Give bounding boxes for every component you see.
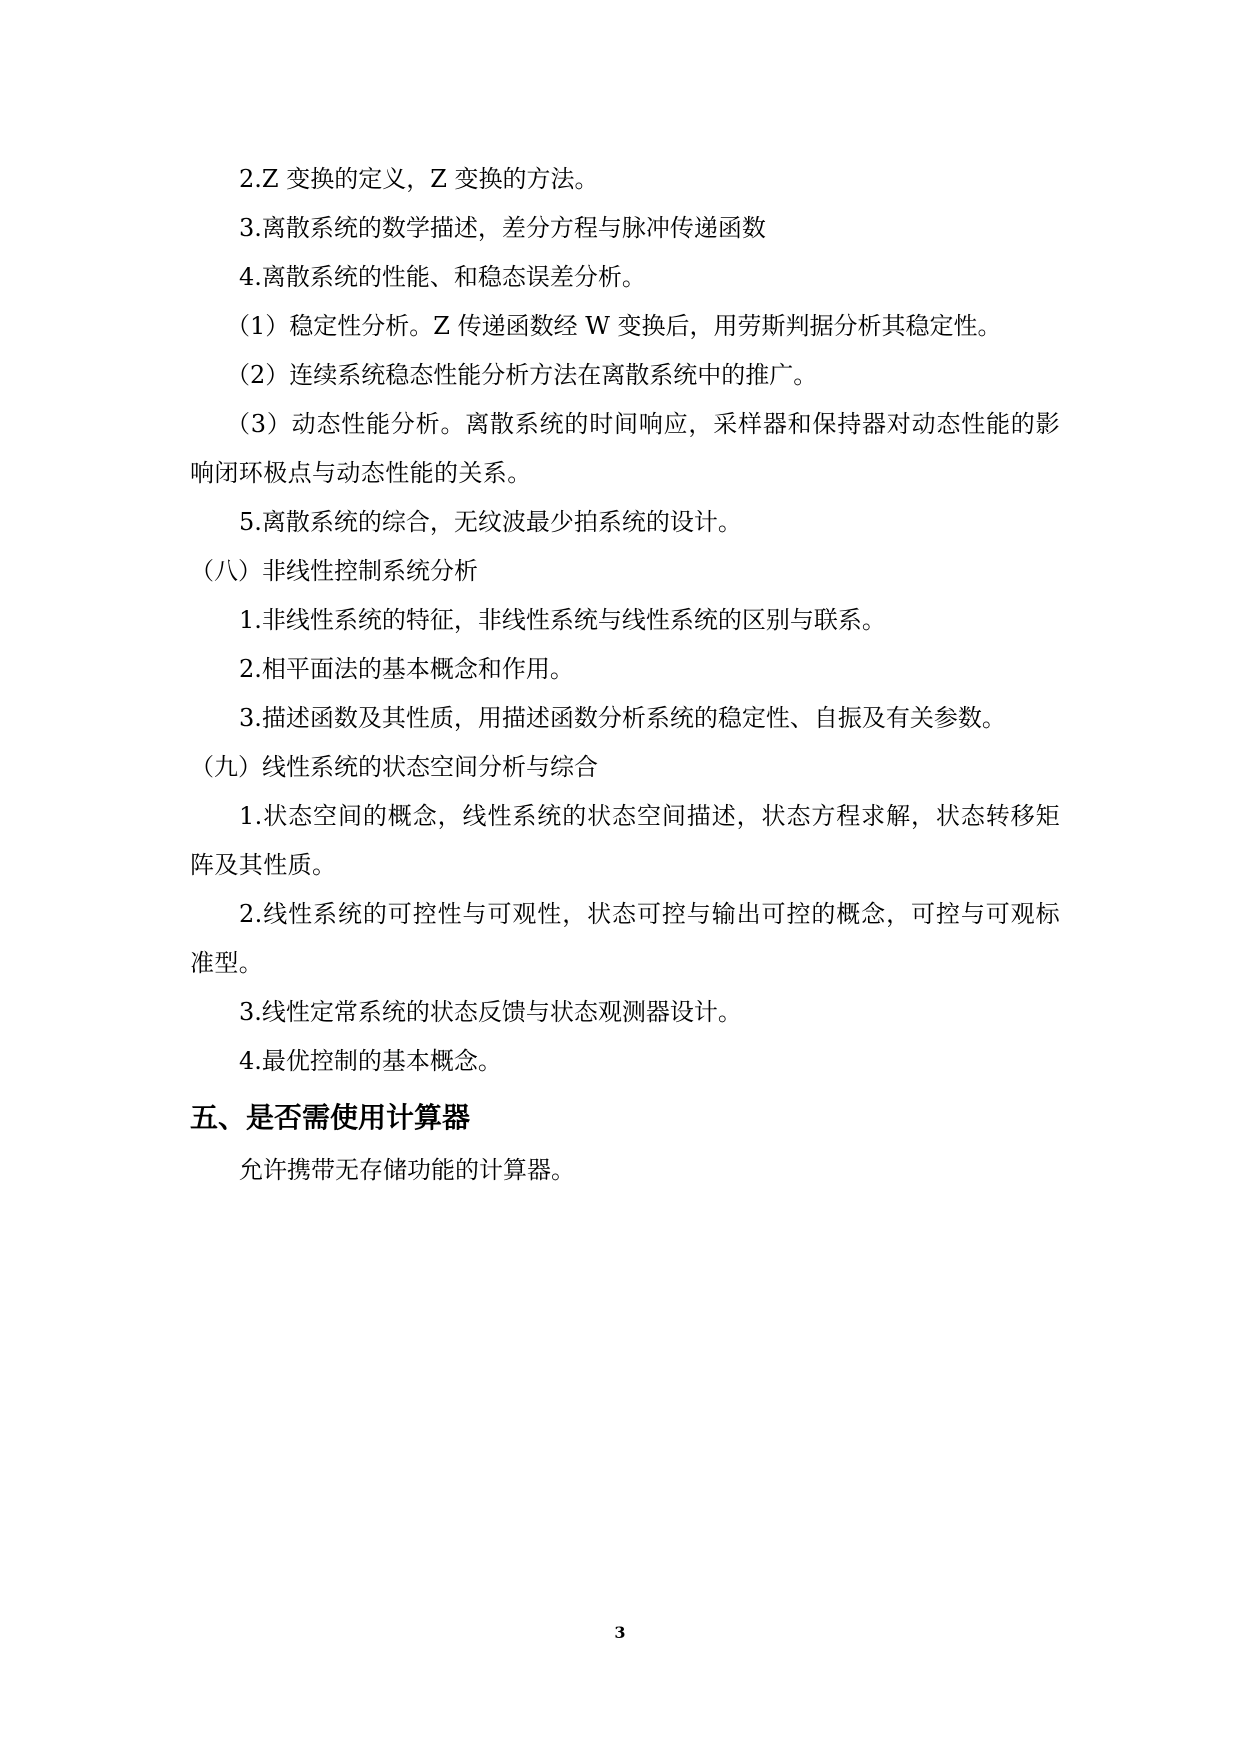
- discrete-description-item: 3.离散系统的数学描述，差分方程与脉冲传递函数: [239, 214, 766, 242]
- state-space-item: 1.状态空间的概念，线性系统的状态空间描述，状态方程求解，状态转移矩阵及其性质。: [190, 802, 1060, 879]
- discrete-performance-item: 4.离散系统的性能、和稳态误差分析。: [239, 263, 646, 291]
- controllability-item: 2.线性系统的可控性与可观性，状态可控与输出可控的概念，可控与可观标准型。: [190, 900, 1060, 977]
- steady-state-item: （2）连续系统稳态性能分析方法在离散系统中的推广。: [226, 361, 818, 389]
- section-5-heading: 五、是否需使用计算器: [190, 1101, 471, 1134]
- z-transform-item: 2.Z 变换的定义，Z 变换的方法。: [239, 165, 599, 193]
- dynamic-performance-item: （3）动态性能分析。离散系统的时间响应，采样器和保持器对动态性能的影响闭环极点与动态性能的关系。: [190, 410, 1060, 487]
- stability-analysis-item: （1）稳定性分析。Z 传递函数经 W 变换后，用劳斯判据分析其稳定性。: [226, 312, 1002, 340]
- section-9-title: （九）线性系统的状态空间分析与综合: [190, 753, 598, 781]
- page-content: [190, 155, 1060, 1195]
- optimal-control-item: 4.最优控制的基本概念。: [239, 1047, 502, 1075]
- page-number: 3: [614, 1623, 626, 1642]
- nonlinear-features-item: 1.非线性系统的特征，非线性系统与线性系统的区别与联系。: [239, 606, 886, 634]
- section-8-title: （八）非线性控制系统分析: [190, 557, 478, 585]
- state-feedback-item: 3.线性定常系统的状态反馈与状态观测器设计。: [239, 998, 742, 1026]
- describing-function-item: 3.描述函数及其性质，用描述函数分析系统的稳定性、自振及有关参数。: [239, 704, 1006, 732]
- calculator-note: 允许携带无存储功能的计算器。: [239, 1156, 575, 1184]
- discrete-synthesis-item: 5.离散系统的综合，无纹波最少拍系统的设计。: [239, 508, 742, 536]
- phase-plane-item: 2.相平面法的基本概念和作用。: [239, 655, 574, 683]
